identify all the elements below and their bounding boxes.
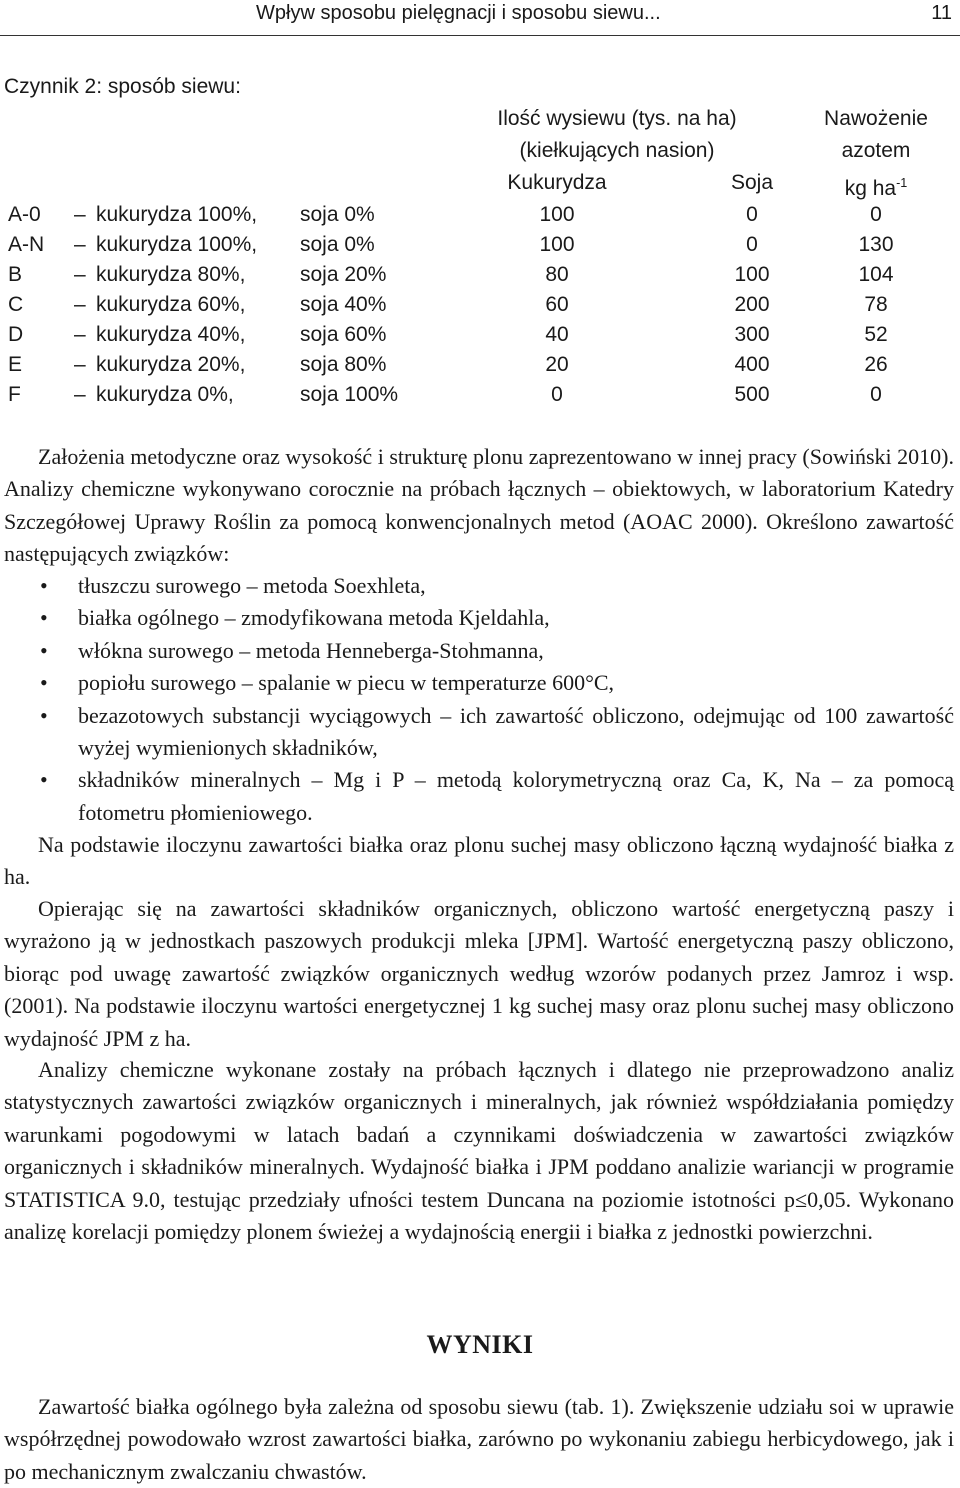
running-header xyxy=(0,0,960,34)
table-row xyxy=(0,290,960,320)
row-code: B xyxy=(8,263,23,286)
table-row xyxy=(0,320,960,350)
list-item-text: bezazotowych substancji wyciągowych – ich zawartość obliczono, odejmując od 100 zawartość wyżej wymienionych składników, xyxy=(78,702,954,761)
row-code: F xyxy=(8,383,21,406)
protein-yield-paragraph: Na podstawie iloczynu zawartości białka oraz plonu suchej masy obliczono łączną wydajność białka z ha. xyxy=(4,832,954,890)
row-maize-share: kukurydza 80%, xyxy=(96,263,246,286)
bullet-icon: • xyxy=(40,702,48,728)
bullet-icon: • xyxy=(40,573,48,598)
row-code: A-0 xyxy=(8,203,41,226)
row-code: D xyxy=(8,323,24,346)
row-soy-share: soja 0% xyxy=(300,203,375,226)
row-soy-rate: 500 xyxy=(734,383,770,406)
row-soy-share: soja 20% xyxy=(300,263,387,286)
row-soy-rate: 0 xyxy=(746,233,758,256)
row-code: A-N xyxy=(8,233,45,256)
header-title: Wpływ sposobu pielęgnacji i sposobu siewu... xyxy=(256,2,661,24)
row-soy-rate: 0 xyxy=(746,203,758,226)
row-nitrogen: 52 xyxy=(864,323,888,346)
row-soy-rate: 200 xyxy=(734,293,770,316)
row-soy-share: soja 100% xyxy=(300,383,399,406)
list-item-text: włókna surowego – metoda Henneberga-Stohmanna, xyxy=(78,637,544,663)
bullet-icon: • xyxy=(40,637,48,663)
row-code: C xyxy=(8,293,24,316)
table-head-seed-note: (kiełkujących nasion) xyxy=(519,139,715,162)
table-head-nitrogen: Nawożenie xyxy=(824,107,928,130)
page-number: 11 xyxy=(931,2,952,24)
list-item xyxy=(4,570,954,602)
row-code: E xyxy=(8,353,23,376)
row-nitrogen: 0 xyxy=(870,383,882,406)
compound-list xyxy=(4,570,954,829)
table-head-kukurydza: Kukurydza xyxy=(507,171,607,194)
table-head-nitrogen-2: azotem xyxy=(841,139,911,162)
row-maize-share: kukurydza 20%, xyxy=(96,353,246,376)
table-row xyxy=(0,230,960,260)
row-nitrogen: 0 xyxy=(870,203,882,226)
list-item-text: tłuszczu surowego – metoda Soexhleta, xyxy=(78,573,426,598)
row-maize-rate: 60 xyxy=(545,293,569,316)
table-head-nitrogen-unit xyxy=(806,168,946,204)
row-soy-share: soja 60% xyxy=(300,323,387,346)
list-item xyxy=(4,635,954,667)
row-maize-share: kukurydza 60%, xyxy=(96,293,246,316)
row-maize-share: kukurydza 100%, xyxy=(96,233,258,256)
list-item-text: białka ogólnego – zmodyfikowana metoda Kjeldahla, xyxy=(78,605,550,631)
row-maize-rate: 80 xyxy=(545,263,569,286)
row-soy-rate: 300 xyxy=(734,323,770,346)
row-maize-share: kukurydza 0%, xyxy=(96,383,234,406)
table-row xyxy=(0,380,960,410)
row-dash: – xyxy=(74,383,86,406)
row-dash: – xyxy=(74,293,86,316)
row-maize-share: kukurydza 100%, xyxy=(96,203,258,226)
row-dash: – xyxy=(74,203,86,226)
table-head-seed-rate: Ilość wysiewu (tys. na ha) xyxy=(497,107,737,130)
row-nitrogen: 78 xyxy=(864,293,888,316)
list-item xyxy=(4,667,954,699)
row-maize-rate: 100 xyxy=(539,203,575,226)
unit-exponent: -1 xyxy=(896,176,908,190)
list-item xyxy=(4,700,954,765)
row-nitrogen: 104 xyxy=(858,263,894,286)
row-soy-share: soja 80% xyxy=(300,353,387,376)
list-item-text: składników mineralnych – Mg i P – metodą kolorymetryczną oraz Ca, K, Na – za pomocą fotometru płomieniowego. xyxy=(78,767,954,825)
unit-text: kg ha xyxy=(844,177,897,200)
row-nitrogen: 26 xyxy=(864,353,888,376)
row-soy-rate: 400 xyxy=(734,353,770,376)
row-soy-rate: 100 xyxy=(734,263,770,286)
bullet-icon: • xyxy=(40,605,48,631)
table-row xyxy=(0,200,960,230)
bullet-icon: • xyxy=(40,767,48,793)
list-item-text: popiołu surowego – spalanie w piecu w temperaturze 600°C, xyxy=(78,670,615,696)
results-heading: WYNIKI xyxy=(426,1330,534,1359)
row-maize-share: kukurydza 40%, xyxy=(96,323,246,346)
energy-value-paragraph: Opierając się na zawartości składników organicznych, obliczono wartość energetyczną paszy i wyrażono ją w jednostkach paszowych produkcji mleka [JPM]. Wartość energetyczną paszy obliczono, biorąc pod uwagę zawartość związków organicznych według wzorów podanych przez Jamroz i wsp. (2001). Na podstawie iloczynu wartości energetycznej 1 kg suchej masy oraz plonu suchej masy obliczono wydajność JPM z ha. xyxy=(4,896,954,1051)
table-row xyxy=(0,350,960,380)
row-dash: – xyxy=(74,263,86,286)
list-item xyxy=(4,764,954,829)
list-item xyxy=(4,602,954,634)
table-row xyxy=(0,260,960,290)
methods-paragraph: Założenia metodyczne oraz wysokość i strukturę plonu zaprezentowano w innej pracy (Sowiński 2010). Analizy chemiczne wykonywano corocznie na próbach łącznych – obiektowych, w laboratorium Katedry Szczegółowej Uprawy Roślin za pomocą konwencjonalnych metod (AOAC 2000). Określono zawartość następujących związków: xyxy=(4,444,954,567)
factor-title: Czynnik 2: sposób siewu: xyxy=(4,75,241,98)
header-rule xyxy=(0,35,960,36)
bullet-icon: • xyxy=(40,670,48,696)
row-soy-share: soja 40% xyxy=(300,293,387,316)
row-dash: – xyxy=(74,233,86,256)
table-head-soja: Soja xyxy=(730,171,774,194)
row-maize-rate: 0 xyxy=(551,383,563,406)
row-maize-rate: 20 xyxy=(545,353,569,376)
row-dash: – xyxy=(74,353,86,376)
statistics-paragraph: Analizy chemiczne wykonane zostały na próbach łącznych i dlatego nie przeprowadzono analiz statystycznych zawartości związków organicznych i mineralnych, jak również współdziałania pomiędzy warunkami pogodowymi w latach badań a czynnikami doświadczenia w zawartości związków organicznych i składników mineralnych. Wydajność białka i JPM poddano analizie wariancji w programie STATISTICA 9.0, testując przedziały ufności testem Duncana na poziomie istotności p≤0,05. Wykonano analizę korelacji pomiędzy plonem świeżej a wydajnością energii i białka z jednostki powierzchni. xyxy=(4,1057,954,1245)
row-dash: – xyxy=(74,323,86,346)
row-nitrogen: 130 xyxy=(858,233,894,256)
row-soy-share: soja 0% xyxy=(300,233,375,256)
results-paragraph: Zawartość białka ogólnego była zależna od sposobu siewu (tab. 1). Zwiększenie udziału soi w uprawie współrzędnej powodowało wzrost zawartości białka, zarówno po wykonaniu zabiegu herbicydowego, jak i po mechanicznym zwalczaniu chwastów. xyxy=(4,1394,954,1484)
row-maize-rate: 100 xyxy=(539,233,575,256)
row-maize-rate: 40 xyxy=(545,323,569,346)
